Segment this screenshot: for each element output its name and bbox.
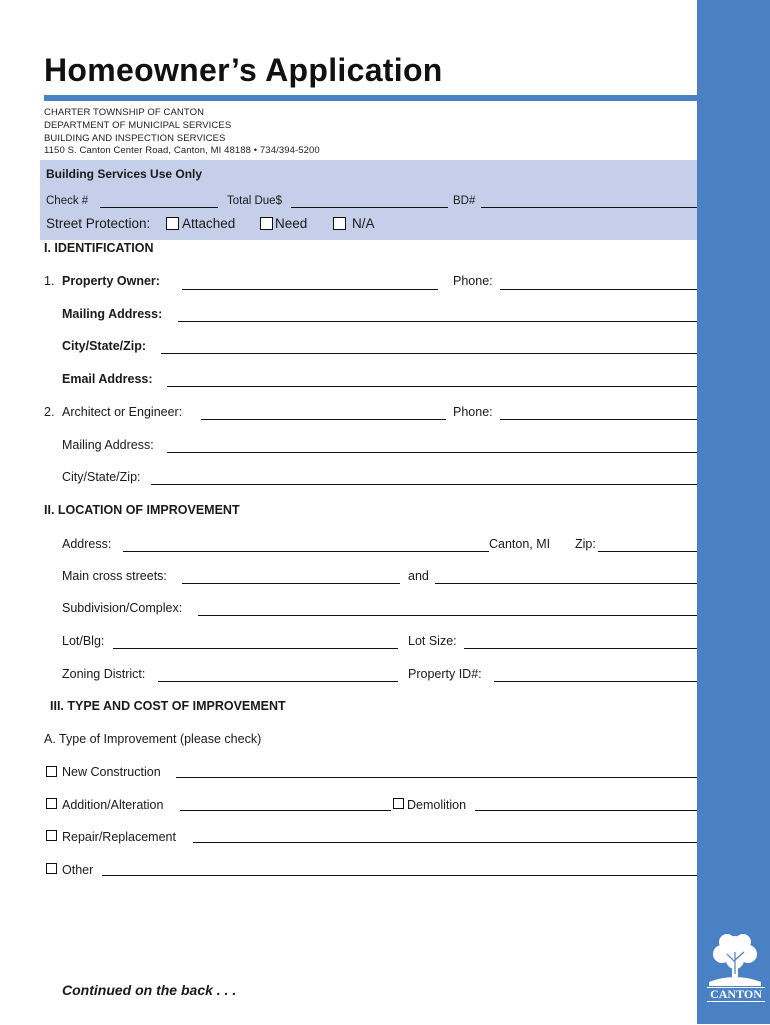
other-label: Other bbox=[62, 863, 94, 877]
addition-field[interactable] bbox=[180, 810, 391, 811]
city-state-zip-field[interactable] bbox=[161, 353, 697, 354]
architect-phone-field[interactable] bbox=[500, 419, 697, 420]
property-id-field[interactable] bbox=[494, 681, 697, 682]
location-address-field[interactable] bbox=[123, 551, 489, 552]
lot-label: Lot/Blg: bbox=[62, 634, 105, 648]
new-construction-field[interactable] bbox=[176, 777, 697, 778]
zoning-district-field[interactable] bbox=[158, 681, 398, 682]
architect-mailing-field[interactable] bbox=[167, 452, 697, 453]
attached-label: Attached bbox=[182, 216, 236, 231]
blue-sidebar bbox=[697, 0, 770, 1024]
demolition-label: Demolition bbox=[407, 798, 467, 812]
email-address-field[interactable] bbox=[167, 386, 697, 387]
check-label: Check # bbox=[46, 195, 89, 207]
phone-label: Phone: bbox=[453, 274, 493, 288]
improvement-heading: III. TYPE AND COST OF IMPROVEMENT bbox=[50, 699, 286, 713]
architect-mailing-label: Mailing Address: bbox=[62, 438, 154, 452]
canton-mi-label: Canton, MI bbox=[489, 537, 551, 551]
owner-number: 1. bbox=[44, 274, 55, 288]
city-state-zip-label: City/State/Zip: bbox=[62, 339, 147, 353]
continued-note: Continued on the back . . . bbox=[62, 982, 237, 998]
architect-number: 2. bbox=[44, 405, 55, 419]
need-checkbox[interactable] bbox=[260, 217, 273, 230]
header-line-2: DEPARTMENT OF MUNICIPAL SERVICES bbox=[44, 120, 232, 131]
repair-checkbox[interactable] bbox=[46, 830, 57, 841]
location-heading: II. LOCATION OF IMPROVEMENT bbox=[44, 503, 240, 517]
mailing-address-field[interactable] bbox=[178, 321, 697, 322]
addition-label: Addition/Alteration bbox=[62, 798, 164, 812]
bd-field[interactable] bbox=[481, 207, 697, 208]
architect-phone-label: Phone: bbox=[453, 405, 493, 419]
type-of-improvement-label: A. Type of Improvement (please check) bbox=[44, 732, 262, 746]
cross-street-1-field[interactable] bbox=[182, 583, 400, 584]
phone-field[interactable] bbox=[500, 289, 697, 290]
property-id-label: Property ID#: bbox=[408, 667, 482, 681]
identification-heading: I. IDENTIFICATION bbox=[44, 241, 154, 255]
new-construction-checkbox[interactable] bbox=[46, 766, 57, 777]
other-field[interactable] bbox=[102, 875, 697, 876]
zip-field[interactable] bbox=[598, 551, 697, 552]
office-use-heading: Building Services Use Only bbox=[46, 167, 203, 181]
subdivision-label: Subdivision/Complex: bbox=[62, 601, 183, 615]
architect-city-field[interactable] bbox=[151, 484, 697, 485]
check-field[interactable] bbox=[100, 207, 218, 208]
cross-street-2-field[interactable] bbox=[435, 583, 697, 584]
page-title: Homeowner’s Application bbox=[44, 52, 443, 88]
street-protection-label: Street Protection: bbox=[46, 216, 151, 231]
logo-text: CANTON bbox=[707, 987, 765, 1002]
title-rule bbox=[44, 95, 697, 101]
zip-label: Zip: bbox=[575, 537, 596, 551]
property-owner-field[interactable] bbox=[182, 289, 438, 290]
total-due-field[interactable] bbox=[291, 207, 448, 208]
repair-field[interactable] bbox=[193, 842, 697, 843]
attached-checkbox[interactable] bbox=[166, 217, 179, 230]
demolition-checkbox[interactable] bbox=[393, 798, 404, 809]
header-address: 1150 S. Canton Center Road, Canton, MI 48188 • 734/394-5200 bbox=[44, 145, 320, 156]
total-due-label: Total Due$ bbox=[227, 195, 282, 207]
tree-logo-icon bbox=[705, 930, 765, 1020]
lot-field[interactable] bbox=[113, 648, 398, 649]
lot-size-field[interactable] bbox=[464, 648, 697, 649]
canton-logo bbox=[705, 930, 765, 1020]
header-line-3: BUILDING AND INSPECTION SERVICES bbox=[44, 133, 226, 144]
cross-streets-label: Main cross streets: bbox=[62, 569, 167, 583]
lot-size-label: Lot Size: bbox=[408, 634, 457, 648]
header-line-1: CHARTER TOWNSHIP OF CANTON bbox=[44, 107, 205, 118]
zoning-district-label: Zoning District: bbox=[62, 667, 146, 681]
email-address-label: Email Address: bbox=[62, 372, 153, 386]
mailing-address-label: Mailing Address: bbox=[62, 307, 163, 321]
new-construction-label: New Construction bbox=[62, 765, 161, 779]
and-label: and bbox=[408, 569, 429, 583]
demolition-field[interactable] bbox=[475, 810, 697, 811]
architect-label: Architect or Engineer: bbox=[62, 405, 183, 419]
na-label: N/A bbox=[352, 216, 375, 231]
need-label: Need bbox=[275, 216, 308, 231]
architect-city-label: City/State/Zip: bbox=[62, 470, 141, 484]
na-checkbox[interactable] bbox=[333, 217, 346, 230]
location-address-label: Address: bbox=[62, 537, 112, 551]
other-checkbox[interactable] bbox=[46, 863, 57, 874]
repair-label: Repair/Replacement bbox=[62, 830, 176, 844]
bd-label: BD# bbox=[453, 195, 476, 207]
property-owner-label: Property Owner: bbox=[62, 274, 160, 288]
addition-checkbox[interactable] bbox=[46, 798, 57, 809]
architect-field[interactable] bbox=[201, 419, 446, 420]
subdivision-field[interactable] bbox=[198, 615, 697, 616]
